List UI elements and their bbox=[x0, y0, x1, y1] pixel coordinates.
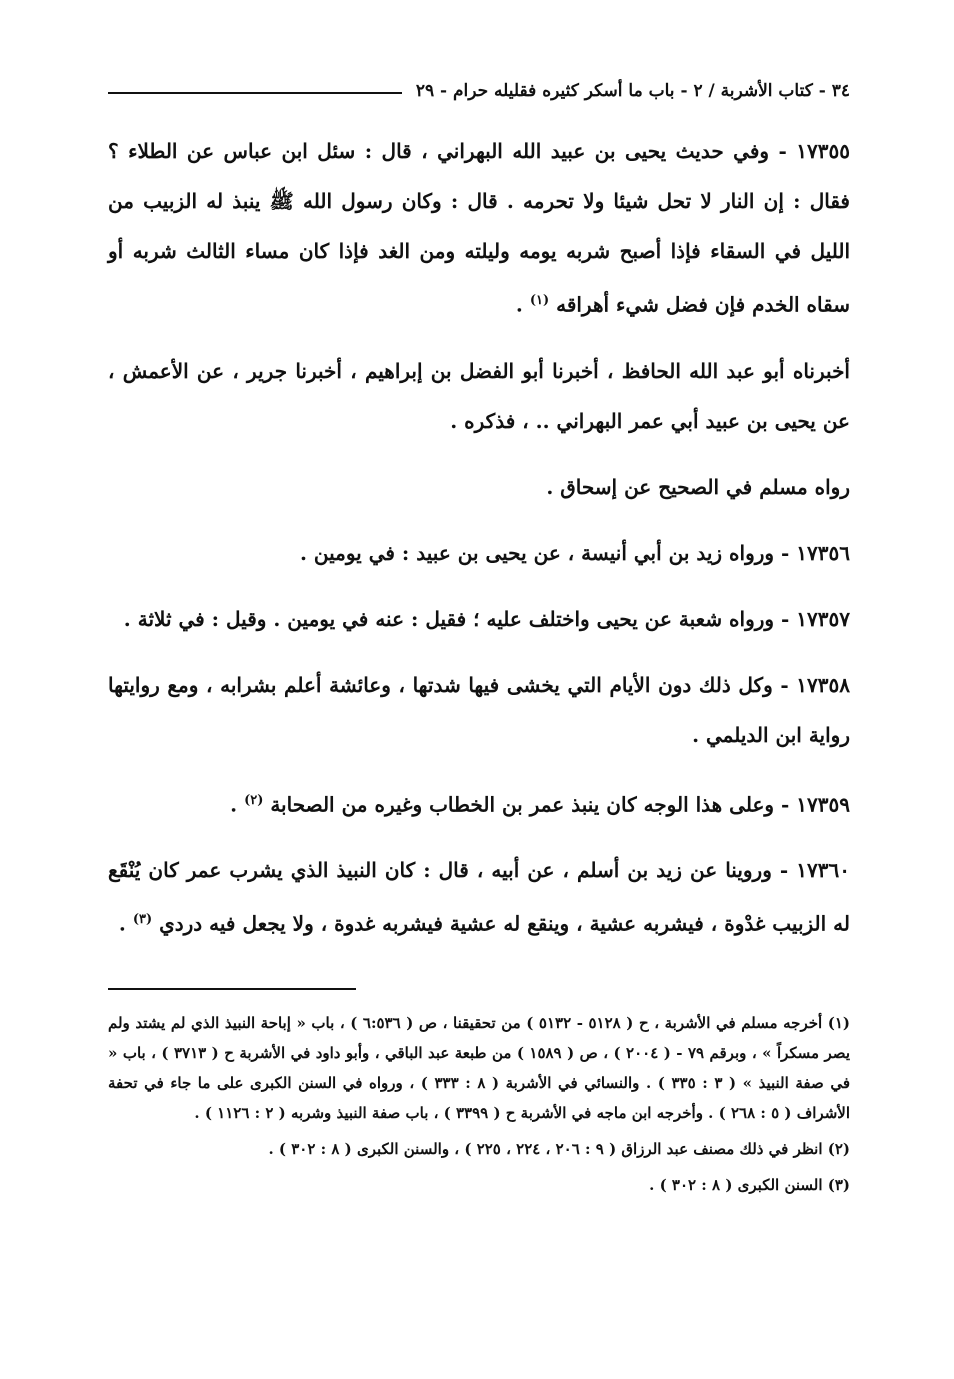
paragraph-isnad bbox=[108, 346, 850, 446]
paragraph-17359 bbox=[108, 776, 850, 830]
header-rule bbox=[108, 92, 402, 94]
footnote-3: (٣) السنن الكبرى ( ٨ : ٣٠٢ ) . bbox=[649, 1176, 850, 1194]
running-header bbox=[108, 76, 850, 106]
footnote-ref-1[interactable]: (١) bbox=[529, 293, 550, 308]
footnote-2: (٢) انظر في ذلك مصنف عبد الرزاق ( ٩ : ٢٠٦ ، ٢٢٤ ، ٢٢٥ ) ، والسنن الكبرى ( ٨ : ٣٠٢ ) . bbox=[268, 1140, 850, 1158]
paragraph-17360 bbox=[108, 845, 850, 949]
paragraph-end: . bbox=[230, 792, 245, 817]
running-title: ٣٤ - كتاب الأشربة / ٢ - باب ما أسكر كثيره فقليله حرام - ٢٩ bbox=[415, 81, 850, 101]
paragraph-end: . bbox=[118, 911, 133, 936]
paragraph-text: ١٧٣٥٨ - وكل ذلك دون الأيام التي يخشى فيها شدتها ، وعائشة أعلم بشرابه ، ومع روايتها رواية ابن الديلمي . bbox=[108, 672, 850, 747]
paragraph-17357 bbox=[108, 594, 850, 644]
paragraph-text: رواه مسلم في الصحيح عن إسحاق . bbox=[546, 474, 850, 499]
footnote-ref-3[interactable]: (٣) bbox=[132, 912, 153, 928]
footnotes bbox=[108, 1008, 850, 1206]
paragraph-end: . bbox=[515, 292, 530, 317]
paragraph-text: أخبرناه أبو عبد الله الحافظ ، أخبرنا أبو الفضل بن إبراهيم ، أخبرنا جرير ، عن الأعمش ، عن يحيى بن عبيد أبي عمر البهراني .. ، فذكره . bbox=[108, 358, 850, 433]
paragraph-muslim bbox=[108, 462, 850, 512]
paragraph-17355 bbox=[108, 126, 850, 330]
paragraph-text: ١٧٣٥٩ - وعلى هذا الوجه كان ينبذ عمر بن الخطاب وغيره من الصحابة bbox=[270, 792, 850, 817]
paragraph-text: ١٧٣٥٦ - ورواه زيد بن أبي أنيسة ، عن يحيى بن عبيد : في يومين . bbox=[299, 540, 850, 565]
footnote-separator bbox=[108, 988, 356, 990]
paragraph-text: ١٧٣٥٥ - وفي حديث يحيى بن عبيد الله البهراني ، قال : سئل ابن عباس عن الطلاء ؟ فقال : إن النار لا تحل شيئا ولا تحرمه . قال : وكان رسول الله ﷺ ينبذ له الزبيب من الليل في السقاء فإذا أصبح شربه يومه وليلته ومن الغد فإذا كان مساء الثالث شربه أو سقاه الخدم فإن فضل شيء أهراقه bbox=[108, 139, 850, 317]
main-text bbox=[108, 126, 850, 965]
paragraph-17356 bbox=[108, 528, 850, 578]
paragraph-17358 bbox=[108, 660, 850, 760]
paragraph-text: ١٧٣٥٧ - ورواه شعبة عن يحيى واختلف عليه ؛ فقيل : عنه في يومين . وقيل : في ثلاثة . bbox=[123, 606, 850, 631]
footnote-ref-2[interactable]: (٢) bbox=[244, 792, 264, 808]
footnote-1: (١) أخرجه مسلم في الأشربة ، ح ( ٥١٢٨ - ٥١٣٢ ) من تحقيقنا ، ص ( ٦:٥٣٦ ) ، باب « إباحة النبيذ الذي لم يشتد ولم يصر مسكراً » ، وبرقم ٧٩ - ( ٢٠٠٤ ) ، ص ( ١٥٨٩ ) من طبعة عبد الباقي ، وأبو داود في الأشربة ح ( ٣٧١٣ ) ، باب « في صفة النبيذ » ( ٣ : ٣٣٥ ) . والنسائي في الأشربة ( ٨ : ٣٣٣ ) ، ورواه في السنن الكبرى على ما جاء في تحفة الأشراف ( ٥ : ٢٦٨ ) . وأخرجه ابن ماجه في الأشربة ح ( ٣٣٩٩ ) ، باب صفة النبيذ وشربه ( ٢ : ١١٢٦ ) . bbox=[108, 1014, 850, 1122]
paragraph-text: ١٧٣٦٠ - وروينا عن زيد بن أسلم ، عن أبيه ، قال : كان النبيذ الذي يشرب عمر كان يُنْقَع له الزبيب غدْوة ، فيشربه عشية ، وينقع له عشية فيشربه غدوة ، ولا يجعل فيه دردي bbox=[108, 858, 850, 936]
